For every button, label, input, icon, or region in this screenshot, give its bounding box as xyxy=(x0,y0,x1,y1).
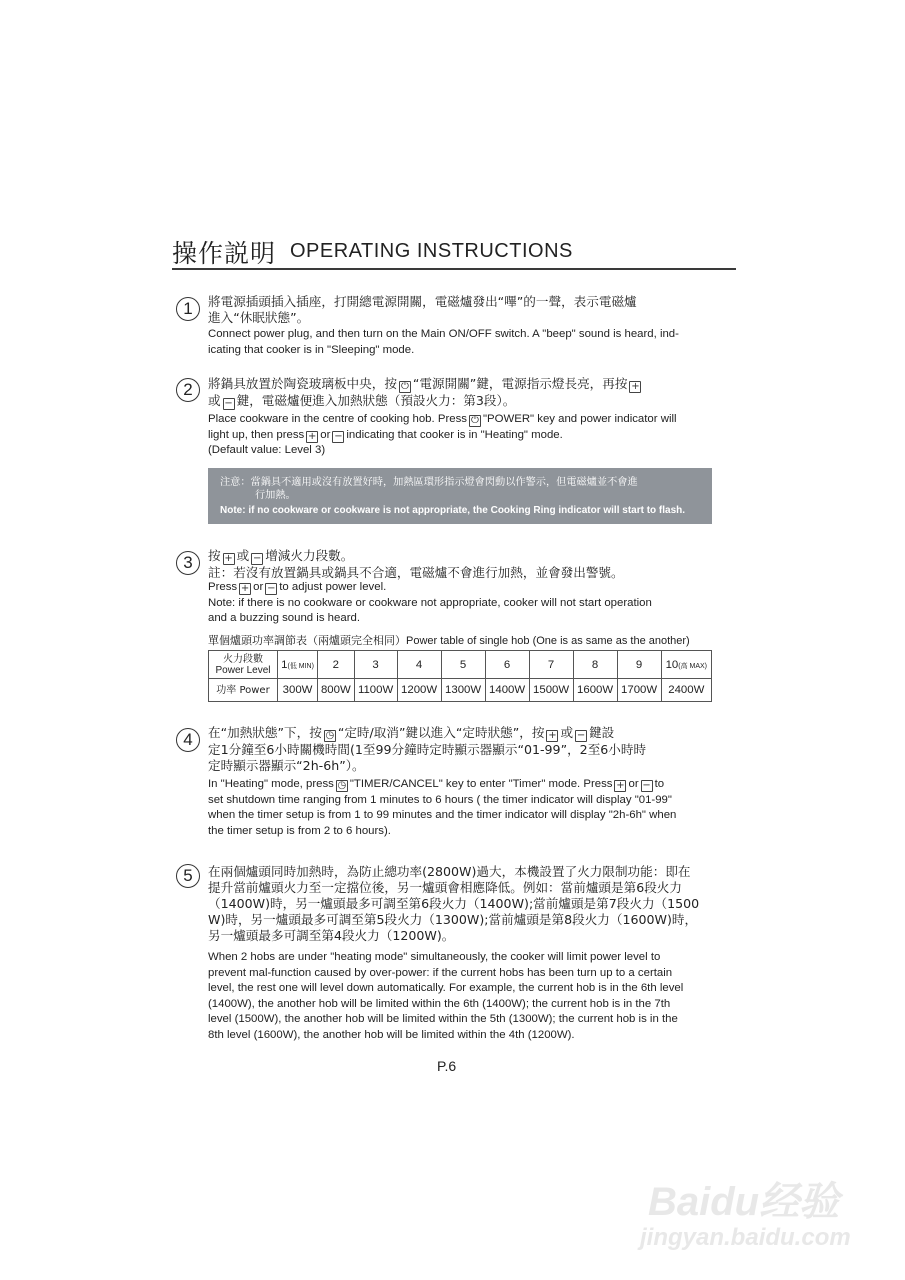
text: 在“加熱狀態”下，按 xyxy=(208,725,322,740)
power-table-caption xyxy=(208,633,690,649)
text: "POWER" key and power indicator will xyxy=(482,413,677,425)
table-header-cell: 功率 Power xyxy=(209,679,278,702)
text-line: and a buzzing sound is heard. xyxy=(208,612,360,624)
text: indicating that cooker is in "Heating" mode. xyxy=(346,428,563,441)
note-line: 行加熱。 xyxy=(255,490,296,501)
text-line: 進入“休眠狀態”。 xyxy=(208,310,310,325)
text-line: prevent mal-function caused by over-power: if the current hobs has been turn up to a certain xyxy=(208,966,673,979)
text-line: the timer setup is from 2 to 6 hours). xyxy=(208,824,391,837)
text-line: level, the rest one will level down automatically. For example, the current hob is in the 6th level xyxy=(208,982,684,994)
note-line: 注意：當鍋具不適用或沒有放置好時，加熱區環形指示燈會閃動以作警示，但電磁爐並不會進 xyxy=(220,477,638,488)
watermark-url: jingyan.baidu.com xyxy=(640,1224,851,1251)
plus-key-icon: + xyxy=(308,430,317,442)
minus-key-icon: − xyxy=(252,553,262,564)
step-3-chinese xyxy=(208,548,624,581)
text: or xyxy=(253,581,264,593)
step-1-chinese xyxy=(208,294,637,326)
power-cell: 1300W xyxy=(441,679,485,702)
timer-key-icon: ◷ xyxy=(325,730,335,741)
text: or xyxy=(628,778,639,790)
text: Place cookware in the centre of cooking hob. Press xyxy=(208,413,467,425)
text-line: 註：若沒有放置鍋具或鍋具不合適，電磁爐不會進行加熱，並會發出警號。 xyxy=(208,565,624,580)
header-chinese: 火力段數 xyxy=(223,653,263,665)
minus-key-icon: − xyxy=(267,583,276,594)
text-line: 提升當前爐頭火力至一定擋位後，另一爐頭會相應降低。例如：當前爐頭是第6段火力 xyxy=(208,880,682,895)
caption-chinese: 單個爐頭功率調節表（兩爐頭完全相同） xyxy=(208,634,406,647)
text: 按 xyxy=(208,548,221,563)
text: 或 xyxy=(236,548,250,563)
text-line: when the timer setup is from 1 to 99 minutes and the timer indicator will display "2h-6h" when xyxy=(208,809,677,821)
text-line: Connect power plug, and then turn on the Main ON/OFF switch. A "beep" sound is heard, ind- xyxy=(208,328,679,340)
step-1-english xyxy=(208,327,679,358)
power-cell: 1600W xyxy=(573,679,617,702)
level-value: 1 xyxy=(281,658,288,671)
text: 鍵設 xyxy=(589,725,615,740)
level-cell xyxy=(661,651,711,679)
level-cell: 2 xyxy=(318,651,354,679)
step-5-chinese xyxy=(208,864,699,944)
step-4-chinese xyxy=(208,725,646,774)
step-number-1: 1 xyxy=(176,297,200,321)
caption-english: Power table of single hob (One is as same as the another) xyxy=(406,635,690,647)
table-header-cell xyxy=(209,651,278,679)
header-english: Power Level xyxy=(215,664,271,676)
step-5-english xyxy=(208,950,683,1043)
minus-key-icon: − xyxy=(224,398,233,409)
text-line: (1400W), the another hob will be limited within the 6th (1400W); the current hob is in the 7th xyxy=(208,997,671,1010)
text-line: 將電源插頭插入插座，打開總電源開關，電磁爐發出“嗶”的一聲，表示電磁爐 xyxy=(208,294,637,309)
note-english: Note: if no cookware or cookware is not appropriate, the Cooking Ring indicator will start to flash. xyxy=(220,505,686,516)
text: Press xyxy=(208,581,238,593)
text-line: 另一爐頭最多可調至第4段火力（1200W)。 xyxy=(208,928,455,943)
level-cell: 5 xyxy=(441,651,485,679)
text-line: 8th level (1600W), the another hob will be limited within the 4th (1200W). xyxy=(208,1028,575,1041)
text: 增減火力段數。 xyxy=(265,548,354,563)
plus-key-icon: + xyxy=(224,553,233,564)
minus-key-icon: − xyxy=(576,730,586,741)
text-line: (Default value: Level 3) xyxy=(208,444,326,456)
plus-key-icon: + xyxy=(240,583,250,594)
text: to adjust power level. xyxy=(279,581,387,593)
text: or xyxy=(320,428,331,441)
text: 將鍋具放置於陶瓷玻璃板中央，按 xyxy=(208,376,397,391)
text: “定時/取消”鍵以進入“定時狀態”，按 xyxy=(337,725,545,740)
text: "TIMER/CANCEL" key to enter "Timer" mode. Press xyxy=(349,778,613,790)
level-cell: 8 xyxy=(573,651,617,679)
level-cell: 4 xyxy=(397,651,441,679)
step-number-4: 4 xyxy=(176,728,200,752)
text-line: 定1分鐘至6小時關機時間(1至99分鐘時定時顯示器顯示“01-99”，2至6小時時 xyxy=(208,742,647,757)
step-number-2: 2 xyxy=(176,378,200,402)
text: “電源開關”鍵，電源指示燈長亮，再按 xyxy=(412,376,628,391)
table-row xyxy=(209,651,712,679)
power-cell: 1200W xyxy=(397,679,441,702)
level-cell: 7 xyxy=(529,651,573,679)
power-cell: 800W xyxy=(318,679,354,702)
power-table xyxy=(208,650,712,702)
step-4-english xyxy=(208,777,676,839)
minus-key-icon: − xyxy=(334,430,343,442)
plus-key-icon: + xyxy=(548,730,557,741)
level-cell: 6 xyxy=(485,651,529,679)
step-2-chinese xyxy=(208,376,643,410)
text: 或 xyxy=(208,393,221,408)
text-line: 定時顯示器顯示“2h-6h”）。 xyxy=(208,758,365,773)
page-number: P.6 xyxy=(437,1058,457,1074)
step-number-3: 3 xyxy=(176,551,200,575)
text-line: 在兩個爐頭同時加熱時，為防止總功率(2800W)過大，本機設置了火力限制功能：即在 xyxy=(208,864,691,879)
title-english: OPERATING INSTRUCTIONS xyxy=(290,240,573,262)
timer-key-icon: ◷ xyxy=(337,780,347,791)
text: 鍵，電磁爐便進入加熱狀態（預設火力：第3段）。 xyxy=(236,393,516,408)
text: to xyxy=(654,778,665,790)
text-line: icating that cooker is in "Sleeping" mode. xyxy=(208,343,415,356)
text-line: set shutdown time ranging from 1 minutes to 6 hours ( the timer indicator will display "01-99" xyxy=(208,793,672,806)
power-cell: 1700W xyxy=(617,679,661,702)
power-cell: 1400W xyxy=(485,679,529,702)
plus-key-icon: + xyxy=(631,381,640,392)
level-value: 10 xyxy=(665,658,679,671)
text-line: Note: if there is no cookware or cookware not appropriate, cooker will not start operation xyxy=(208,596,652,609)
power-key-icon: ⏻ xyxy=(399,381,411,393)
watermark-logo: Baidu经验 xyxy=(648,1180,840,1224)
text-line: level (1500W), the another hob will be limited within the 5th (1300W); the current hob is in the xyxy=(208,1013,678,1025)
text-line: When 2 hobs are under "heating mode" simultaneously, the cooker will limit power level to xyxy=(208,951,661,963)
level-cell: 9 xyxy=(617,651,661,679)
text-line: （1400W)時，另一爐頭最多可調至第6段火力（1400W);當前爐頭是第7段火力（1500 xyxy=(208,896,700,911)
power-cell: 2400W xyxy=(661,679,711,702)
text-line: W)時，另一爐頭最多可調至第5段火力（1300W);當前爐頭是第8段火力（1600W)時， xyxy=(208,912,698,927)
level-cell xyxy=(278,651,318,679)
step-2-english xyxy=(208,412,677,459)
text: light up, then press xyxy=(208,428,305,441)
header-rule xyxy=(172,268,736,270)
plus-key-icon: + xyxy=(616,780,625,791)
power-cell: 1500W xyxy=(529,679,573,702)
minus-key-icon: − xyxy=(642,780,651,791)
table-row xyxy=(209,679,712,702)
level-cell: 3 xyxy=(354,651,397,679)
step-3-english xyxy=(208,580,652,627)
text: 或 xyxy=(560,725,574,740)
power-key-icon: ⏻ xyxy=(469,415,481,427)
power-cell: 300W xyxy=(278,679,318,702)
step-number-5: 5 xyxy=(176,864,200,888)
text: In "Heating" mode, press xyxy=(208,778,334,790)
title-chinese: 操作説明 xyxy=(172,239,277,268)
level-note: (高 MAX) xyxy=(678,662,708,670)
level-note: (低 MIN) xyxy=(287,662,314,670)
power-cell: 1100W xyxy=(354,679,397,702)
warning-note-box xyxy=(208,468,712,524)
